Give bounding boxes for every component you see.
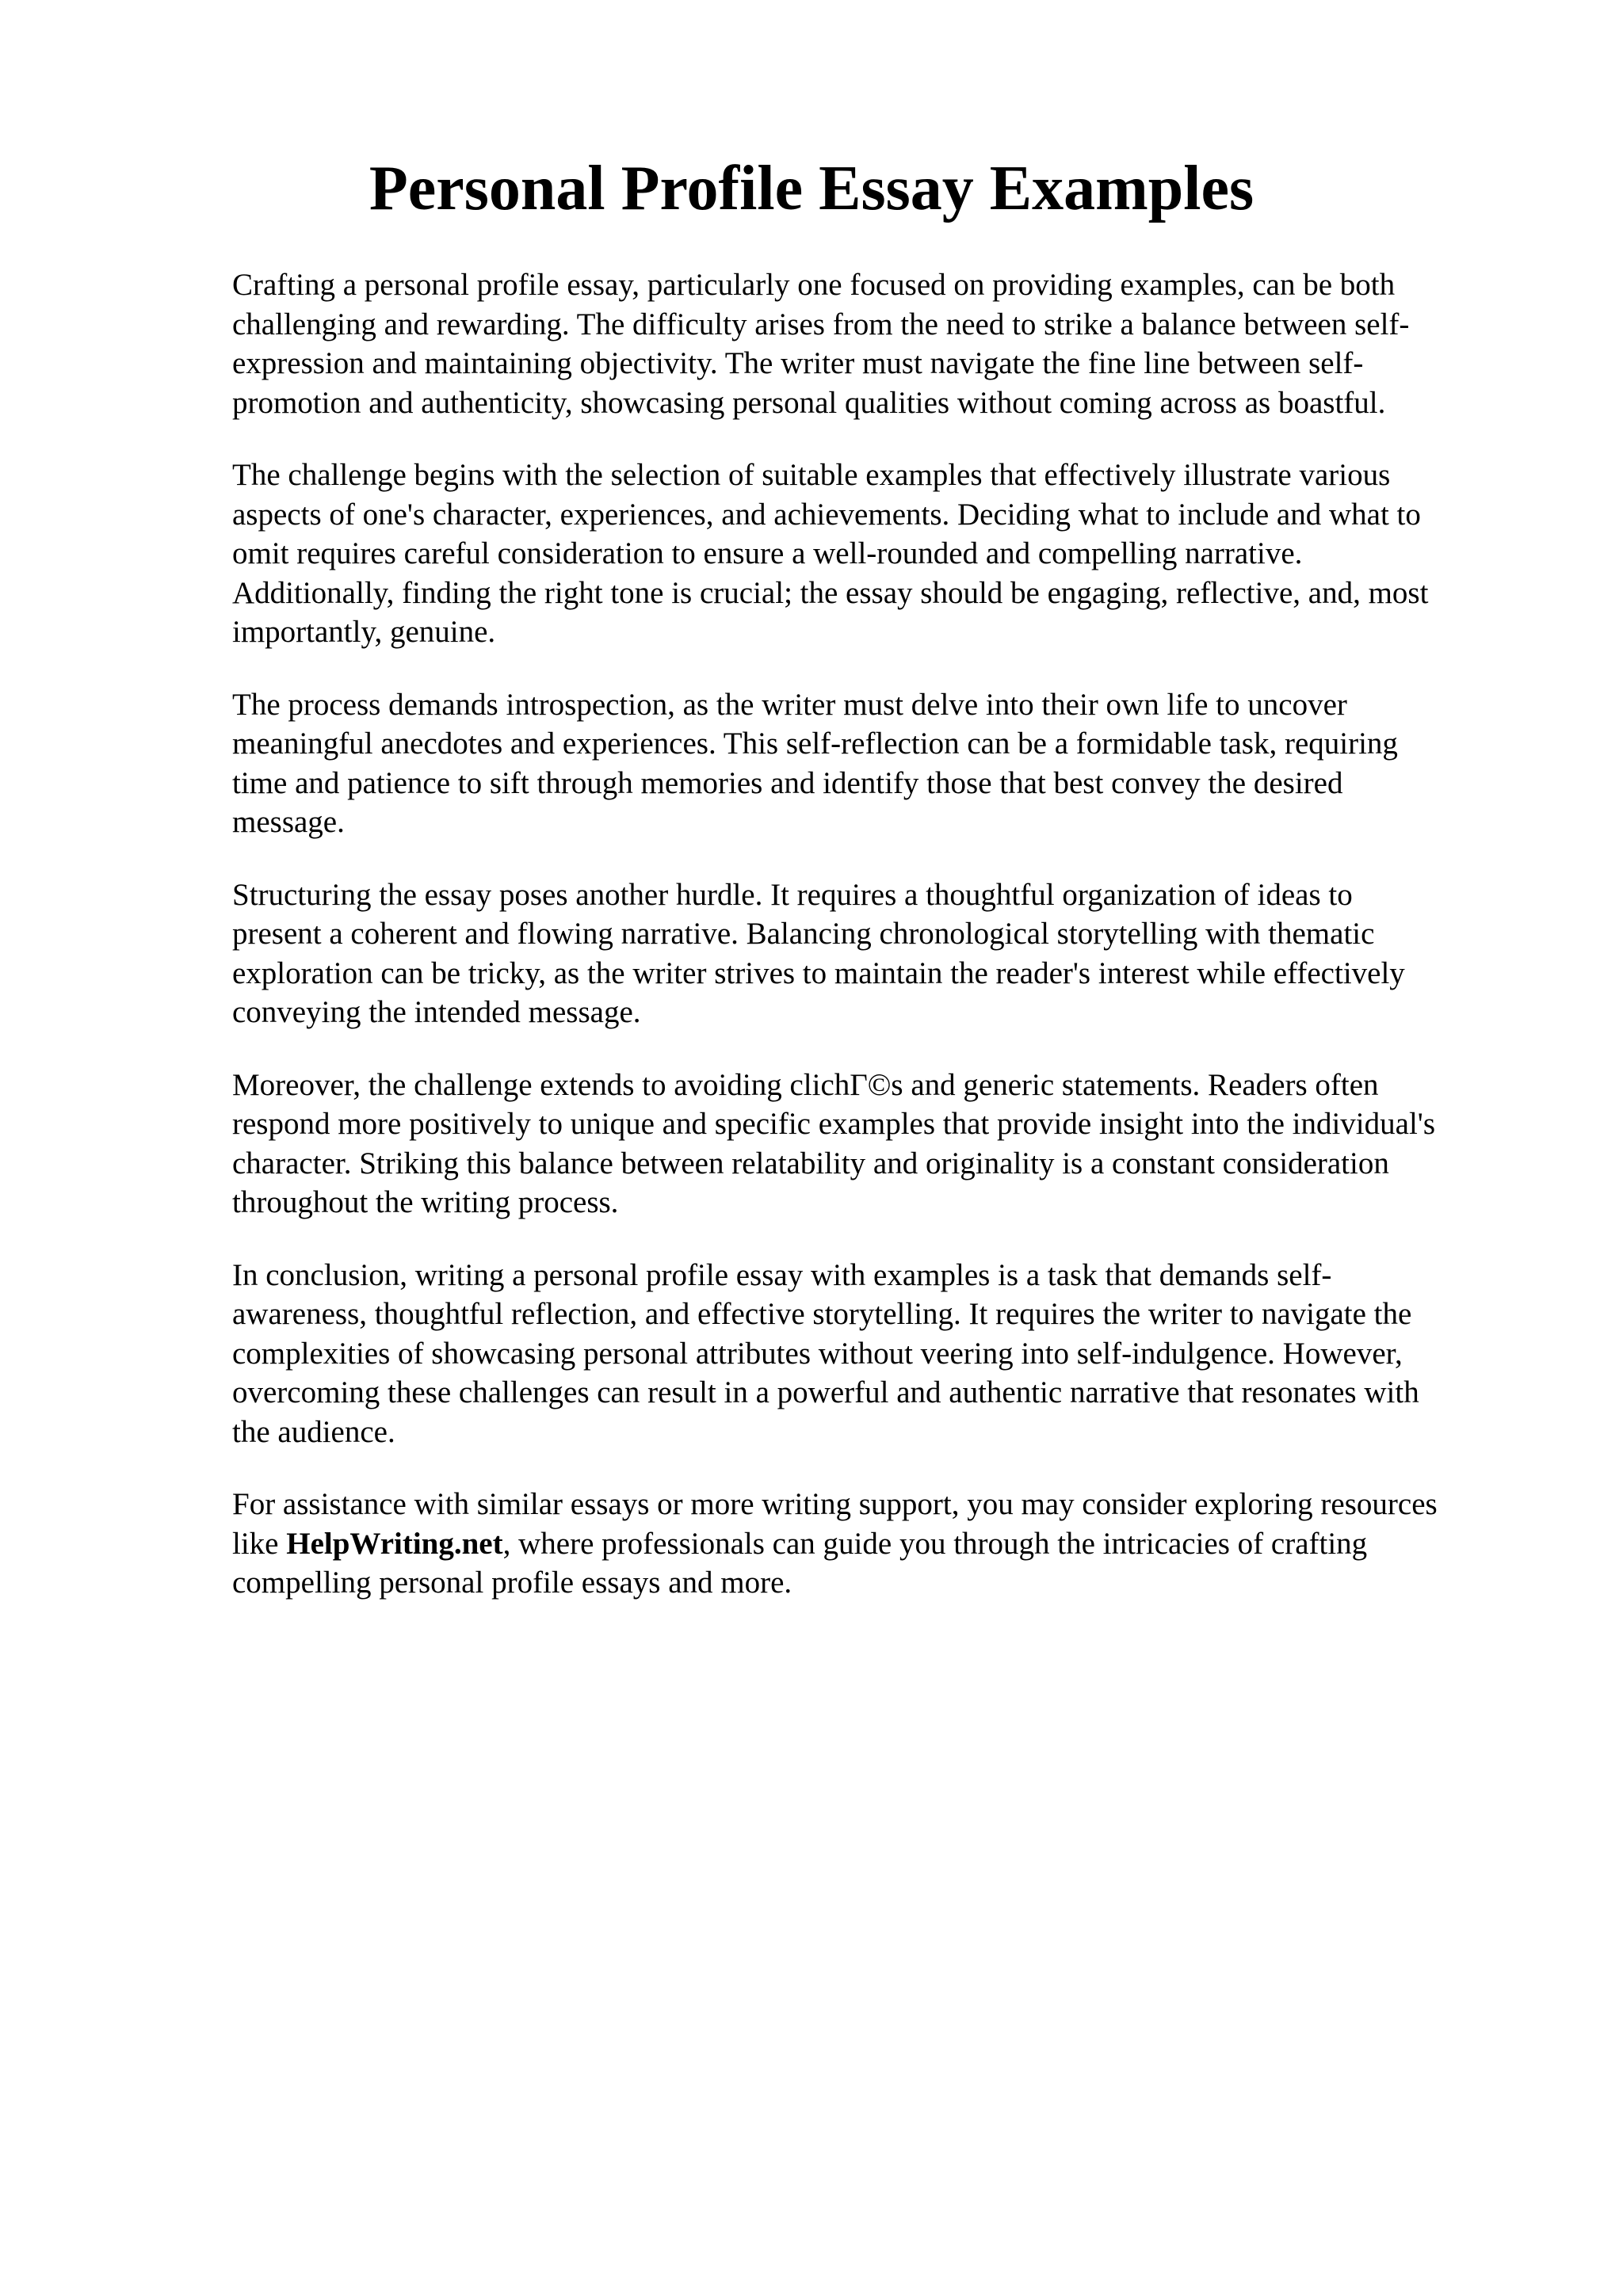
paragraph-line: promotion and authenticity, showcasing personal qualities without coming across as boastful. (232, 385, 1386, 420)
paragraph-line: exploration can be tricky, as the writer strives to maintain the reader's interest while effectively (232, 955, 1405, 990)
paragraph-line: the audience. (232, 1414, 395, 1449)
paragraph-line: conveying the intended message. (232, 995, 641, 1029)
paragraph-6 (232, 1256, 1532, 1452)
closing-prefix: like (232, 1526, 287, 1561)
paragraph-line: importantly, genuine. (232, 615, 496, 649)
paragraph-5 (232, 1066, 1532, 1222)
paragraph-1 (232, 265, 1532, 422)
paragraph-line: Structuring the essay poses another hurdle. It requires a thoughtful organization of ideas to (232, 877, 1353, 912)
paragraph-line: challenging and rewarding. The difficulty arises from the need to strike a balance between self- (232, 307, 1410, 341)
helpwriting-link[interactable]: HelpWriting.net (286, 1526, 503, 1561)
paragraph-line: compelling personal profile essays and more. (232, 1566, 792, 1600)
closing-paragraph (232, 1485, 1532, 1603)
closing-suffix: , where professionals can guide you through the intricacies of crafting (502, 1526, 1368, 1561)
paragraph-line: time and patience to sift through memories and identify those that best convey the desired (232, 765, 1343, 800)
paragraph-line: The challenge begins with the selection of suitable examples that effectively illustrate various (232, 458, 1391, 492)
paragraph-line: aspects of one's character, experiences, and achievements. Deciding what to include and what to (232, 497, 1421, 532)
paragraph-line: For assistance with similar essays or more writing support, you may consider exploring resources (232, 1487, 1438, 1521)
paragraph-line: Moreover, the challenge extends to avoiding clichΓ©s and generic statements. Readers often (232, 1067, 1379, 1102)
paragraph-line: Additionally, finding the right tone is crucial; the essay should be engaging, reflective, and, most (232, 575, 1429, 610)
paragraph-line: omit requires careful consideration to ensure a well-rounded and compelling narrative. (232, 536, 1303, 570)
essay-body (232, 265, 1532, 1636)
paragraph-line: character. Striking this balance between relatability and originality is a constant consideration (232, 1146, 1389, 1180)
paragraph-line: complexities of showcasing personal attributes without veering into self-indulgence. However, (232, 1336, 1403, 1371)
paragraph-line: present a coherent and flowing narrative. Balancing chronological storytelling with thematic (232, 917, 1375, 951)
paragraph-4 (232, 875, 1532, 1032)
page-title: Personal Profile Essay Examples (369, 154, 1254, 223)
paragraph-line: expression and maintaining objectivity. The writer must navigate the fine line between self- (232, 346, 1364, 380)
paragraph-2 (232, 456, 1532, 652)
paragraph-line: In conclusion, writing a personal profile essay with examples is a task that demands self- (232, 1257, 1332, 1292)
paragraph-line (232, 1524, 1532, 1564)
paragraph-line: message. (232, 805, 345, 839)
paragraph-line: throughout the writing process. (232, 1185, 619, 1219)
paragraph-line: meaningful anecdotes and experiences. This self-reflection can be a formidable task, requiring (232, 727, 1398, 761)
paragraph-line: The process demands introspection, as the writer must delve into their own life to uncover (232, 687, 1347, 722)
paragraph-line: Crafting a personal profile essay, particularly one focused on providing examples, can be both (232, 268, 1396, 302)
paragraph-line: awareness, thoughtful reflection, and effective storytelling. It requires the writer to navigate the (232, 1297, 1412, 1331)
paragraph-line: overcoming these challenges can result in a powerful and authentic narrative that resonates with (232, 1375, 1419, 1409)
paragraph-3 (232, 685, 1532, 842)
paragraph-line: respond more positively to unique and specific examples that provide insight into the individual's (232, 1107, 1435, 1141)
